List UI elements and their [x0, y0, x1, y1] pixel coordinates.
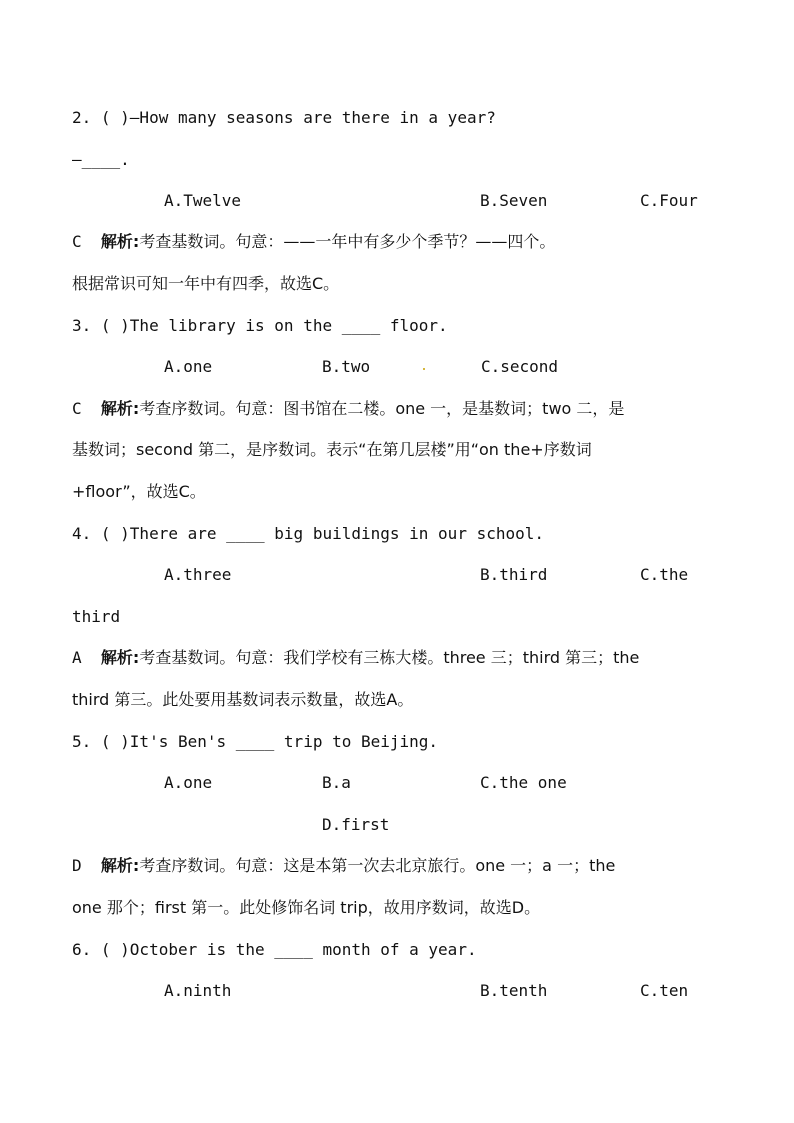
question-4-option-b: B.third — [480, 565, 548, 584]
speck-mark — [423, 368, 425, 370]
explanation-label: 解析: — [100, 648, 140, 667]
question-5-option-d: D.first — [322, 815, 390, 834]
question-2-explanation-line-1 — [72, 232, 555, 252]
explanation-label: 解析: — [100, 856, 140, 875]
question-3-option-b: B.two — [322, 357, 371, 376]
question-6-stem: 6. ( )October is the ____ month of a year. — [72, 940, 477, 959]
question-3-explanation-line-2: 基数词；second 第二，是序数词。表示“在第几层楼”用“on the+序数词 — [72, 440, 592, 459]
question-2-option-a: A.Twelve — [164, 191, 242, 210]
explanation-text: 考查序数词。句意：图书馆在二楼。one 一，是基数词；two 二，是 — [139, 399, 625, 418]
explanation-text: 考查基数词。句意：——一年中有多少个季节？——四个。 — [139, 232, 556, 251]
question-2-option-c: C.Four — [640, 191, 698, 210]
question-3-option-a: A.one — [164, 357, 213, 376]
explanation-text: 考查基数词。句意：我们学校有三栋大楼。three 三；third 第三；the — [139, 648, 640, 667]
explanation-text: 考查序数词。句意：这是本第一次去北京旅行。one 一；a 一；the — [139, 856, 616, 875]
answer-letter: C — [72, 399, 82, 418]
question-2-explanation-line-2: 根据常识可知一年中有四季，故选C。 — [72, 274, 340, 293]
question-5-option-c: C.the one — [480, 773, 567, 792]
question-5-option-a: A.one — [164, 773, 213, 792]
question-5-explanation-line-1 — [72, 856, 615, 876]
question-4-option-c: C.the — [640, 565, 689, 584]
explanation-label: 解析: — [100, 399, 140, 418]
question-3-stem: 3. ( )The library is on the ____ floor. — [72, 316, 448, 335]
question-6-option-a: A.ninth — [164, 981, 232, 1000]
question-6-option-c: C.ten — [640, 981, 689, 1000]
question-6-option-b: B.tenth — [480, 981, 548, 1000]
explanation-label: 解析: — [100, 232, 140, 251]
question-2-option-b: B.Seven — [480, 191, 548, 210]
answer-letter: D — [72, 856, 82, 875]
answer-letter: C — [72, 232, 82, 251]
question-4-option-a: A.three — [164, 565, 232, 584]
question-2-blank: —____. — [72, 150, 130, 169]
question-5-explanation-line-2: one 那个；first 第一。此处修饰名词 trip，故用序数词，故选D。 — [72, 898, 541, 917]
question-5-option-b: B.a — [322, 773, 351, 792]
question-3-explanation-line-1 — [72, 399, 624, 419]
question-3-option-c: C.second — [481, 357, 559, 376]
question-4-explanation-line-1 — [72, 648, 639, 668]
question-4-option-c-wrap: third — [72, 607, 121, 626]
question-3-explanation-line-3: +floor”，故选C。 — [72, 482, 206, 501]
question-5-stem: 5. ( )It's Ben's ____ trip to Beijing. — [72, 732, 439, 751]
question-4-explanation-line-2: third 第三。此处要用基数词表示数量，故选A。 — [72, 690, 414, 709]
question-2-stem: 2. ( )—How many seasons are there in a year? — [72, 108, 496, 127]
question-4-stem: 4. ( )There are ____ big buildings in our school. — [72, 524, 545, 543]
answer-letter: A — [72, 648, 82, 667]
